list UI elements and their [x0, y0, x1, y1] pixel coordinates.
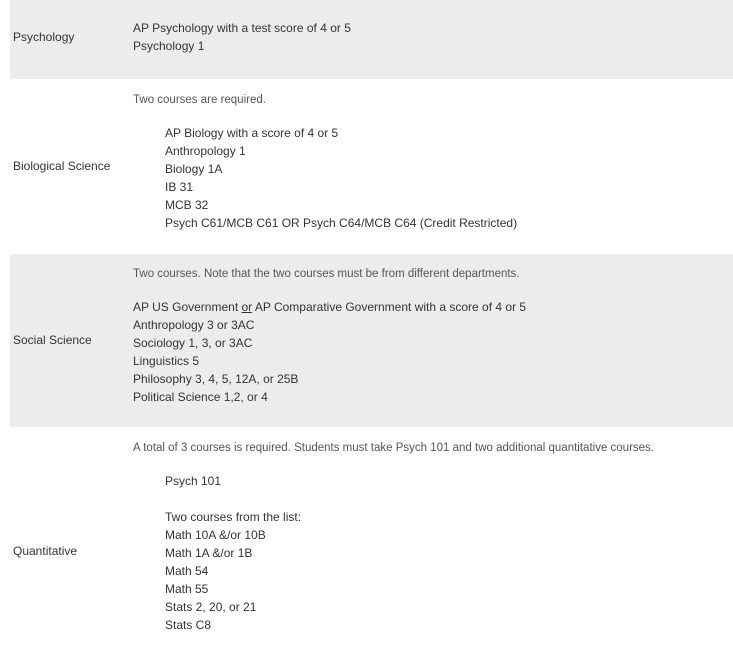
course-text: AP Comparative Government with a score of 4 or 5 [252, 300, 527, 314]
quantitative-courses [133, 440, 725, 634]
course-item: Math 55 [165, 582, 209, 596]
course-item: Philosophy 3, 4, 5, 12A, or 25B [133, 372, 299, 386]
course-item: Math 1A &/or 1B [165, 546, 253, 560]
course-item: Sociology 1, 3, or 3AC [133, 336, 253, 350]
social-science-courses [133, 266, 725, 406]
row-psychology [10, 0, 733, 79]
requirement-note: A total of 3 courses is required. Students must take Psych 101 and two additional quantitative courses. [133, 442, 654, 454]
row-label-psychology: Psychology [13, 30, 75, 44]
course-item: AP Biology with a score of 4 or 5 [165, 126, 339, 140]
course-item: Math 10A &/or 10B [165, 528, 266, 542]
row-social-science [10, 254, 733, 427]
requirement-note: Two courses. Note that the two courses must be from different departments. [133, 268, 520, 280]
course-item: IB 31 [165, 180, 194, 194]
list-intro: Two courses from the list: [165, 510, 302, 524]
row-label-biological-science: Biological Science [13, 159, 111, 173]
course-item: AP Psychology with a test score of 4 or 5 [133, 21, 351, 35]
or-underlined: or [241, 300, 253, 314]
course-item-ap-government [133, 298, 725, 316]
row-quantitative [10, 427, 733, 647]
row-label-quantitative: Quantitative [13, 544, 78, 558]
course-item: Anthropology 3 or 3AC [133, 318, 255, 332]
required-course: Psych 101 [165, 474, 222, 488]
course-item: Stats 2, 20, or 21 [165, 600, 257, 614]
course-item: Psych C61/MCB C61 OR Psych C64/MCB C64 (Credit Restricted) [165, 216, 518, 230]
course-item: Math 54 [165, 564, 209, 578]
row-label-social-science: Social Science [13, 333, 92, 347]
course-item: Stats C8 [165, 618, 212, 632]
course-item: Biology 1A [165, 162, 223, 176]
course-item: Linguistics 5 [133, 354, 200, 368]
course-item: Psychology 1 [133, 39, 205, 53]
psychology-courses [133, 19, 725, 55]
course-item: Anthropology 1 [165, 144, 246, 158]
course-text: AP US Government [133, 300, 242, 314]
requirement-note: Two courses are required. [133, 94, 266, 106]
biological-science-courses [133, 92, 725, 232]
row-biological-science [10, 79, 733, 254]
course-item: MCB 32 [165, 198, 209, 212]
course-item: Political Science 1,2, or 4 [133, 390, 268, 404]
